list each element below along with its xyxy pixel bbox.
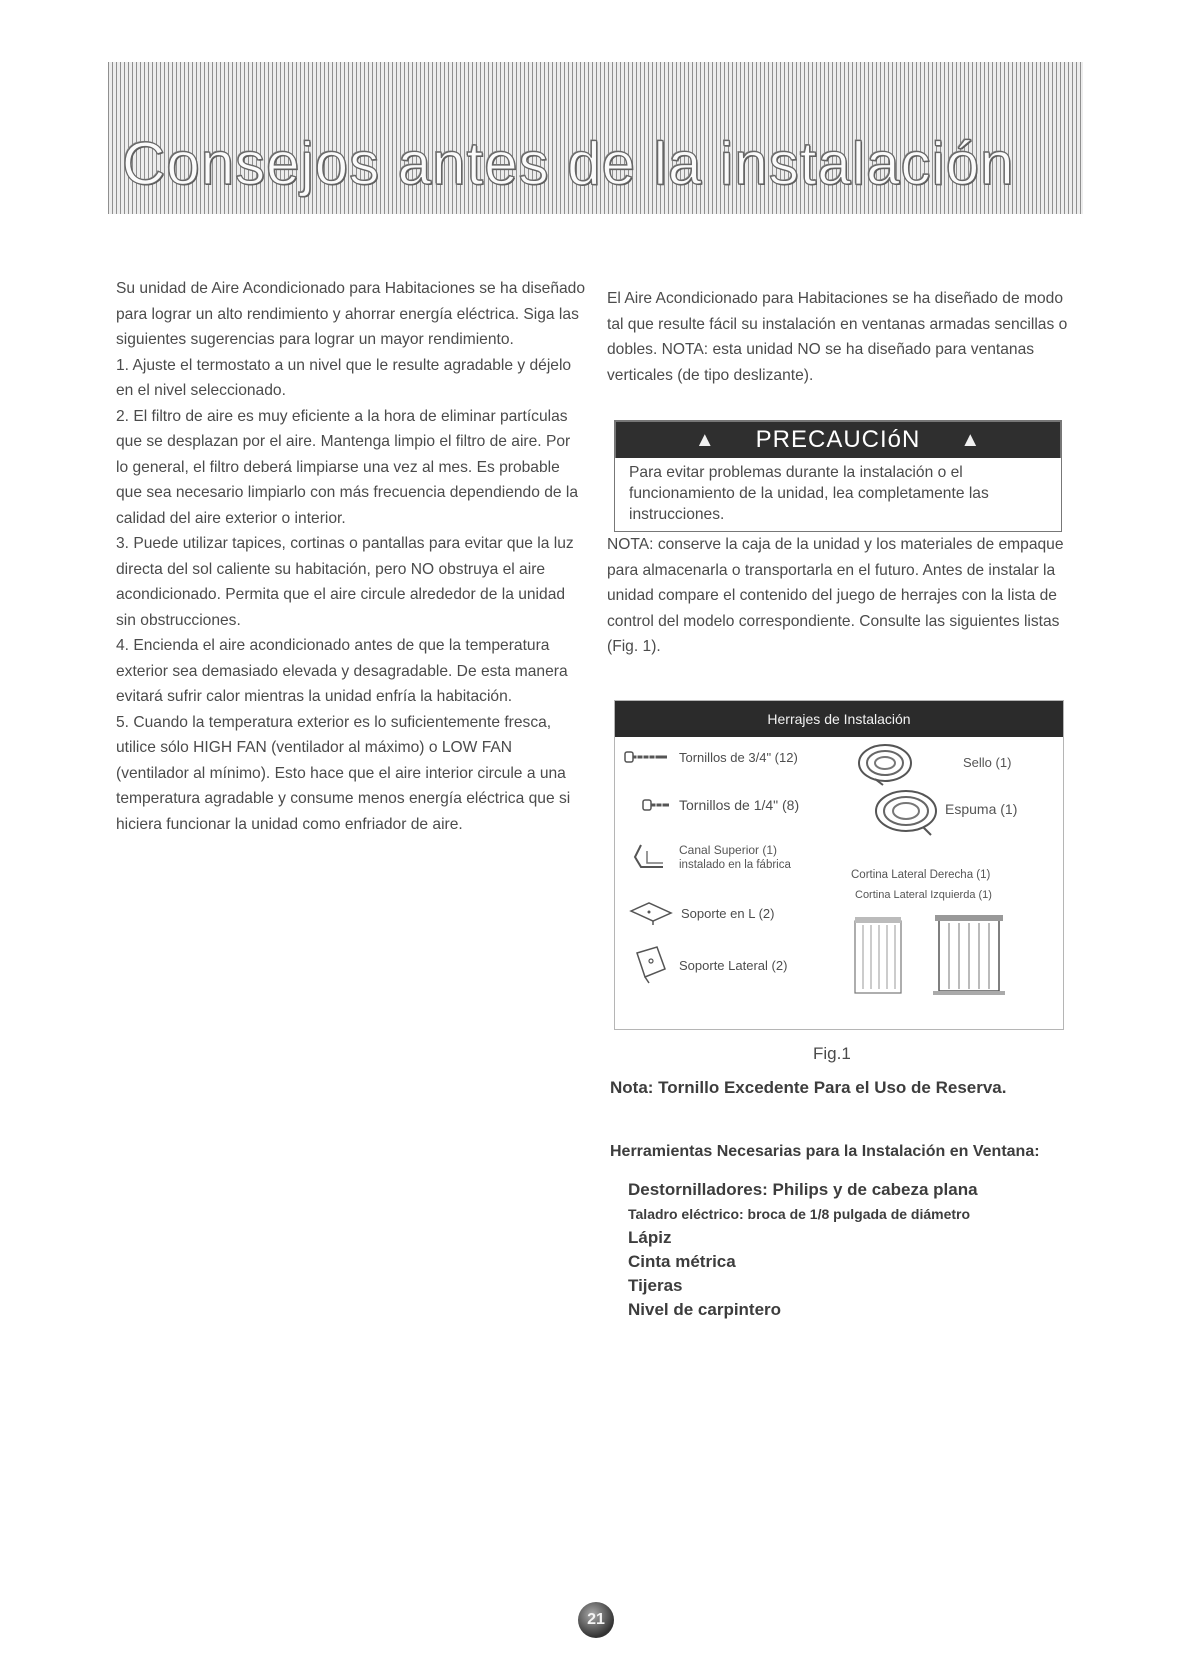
warning-icon: ▲: [960, 428, 982, 451]
intro-paragraph: Su unidad de Aire Acondicionado para Habitaciones se ha diseñado para lograr un alto rendimiento y ahorrar energía eléctrica. Siga las siguientes sugerencias para lograr un mayor rendimiento.: [116, 280, 586, 348]
tools-list: [628, 1178, 978, 1322]
l-bracket-item: [629, 899, 774, 927]
tip-1: 1. Ajuste el termostato a un nivel que le resulte agradable y déjelo en el nivel seleccionado.: [116, 356, 572, 399]
page-title: Consejos antes de la instalación: [122, 130, 1015, 197]
seal-label: Sello (1): [963, 755, 1012, 770]
side-bracket-label: Soporte Lateral (2): [679, 957, 788, 973]
right-column: [607, 286, 1077, 388]
curtain-panel-icon: [851, 915, 907, 997]
factory-installed-label: instalado en la fábrica: [679, 859, 791, 871]
tip-3: 3. Puede utilizar tapices, cortinas o pantallas para evitar que la luz directa del sol caliente su habitación, pero NO obstruya el aire acondicionado. Permita que el aire circule alrededor de la unidad sin obstrucciones.: [116, 535, 574, 629]
header-banner: [108, 62, 1083, 214]
tool-item: Cinta métrica: [628, 1252, 736, 1271]
tool-item: Taladro eléctrico: broca de 1/8 pulgada de diámetro: [628, 1206, 971, 1222]
installation-intro: El Aire Acondicionado para Habitaciones se ha diseñado de modo tal que resulte fácil su instalación en ventanas armadas sencillas o dobles. NOTA: esta unidad NO se ha diseñado para ventanas verticales (de tipo deslizante).: [607, 290, 1068, 384]
tip-5: 5. Cuando la temperatura exterior es lo suficientemente fresca, utilice sólo HIGH FAN (ventilador al máximo) o LOW FAN (ventilador al mínimo). Esto hace que el aire interior circule a una temperatura agradable y consume menos energía eléctrica que si hiciera funcionar la unidad como enfriador de aire.: [116, 713, 571, 833]
left-column: [116, 276, 586, 837]
screws-14-item: [641, 797, 799, 813]
figure-heading: Herrajes de Instalación: [615, 701, 1063, 737]
l-bracket-icon: [629, 899, 673, 927]
caution-text: Para evitar problemas durante la instalación o el funcionamiento de la unidad, lea completamente las instrucciones.: [614, 458, 1062, 532]
figure-caption: Fig.1: [813, 1044, 851, 1063]
note-paragraph: NOTA: conserve la caja de la unidad y los materiales de empaque para almacenarla o transportarla en el futuro. Antes de instalar la unidad compare el contenido del juego de herrajes con la lista de control del modelo correspondiente. Consulte las siguientes listas (Fig. 1).: [607, 536, 1064, 655]
tool-item: Lápiz: [628, 1228, 672, 1247]
l-bracket-label: Soporte en L (2): [681, 905, 775, 921]
curtain-panel-icon: [929, 911, 1013, 999]
caution-title: PRECAUCIóN: [755, 426, 921, 453]
top-channel-label: Canal Superior (1): [679, 843, 778, 857]
tools-heading: Herramientas Necesarias para la Instalación en Ventana:: [610, 1143, 1040, 1160]
warning-icon: ▲: [694, 428, 716, 451]
tip-4: 4. Encienda el aire acondicionado antes de que la temperatura exterior sea demasiado elevada y desagradable. De esta manera evitará sufrir calor mientras la unidad enfría la habitación.: [116, 637, 568, 705]
tool-item: Nivel de carpintero: [628, 1300, 782, 1319]
caution-box: [614, 420, 1062, 532]
screws-14-label: Tornillos de 1/4" (8): [679, 797, 800, 813]
side-bracket-item: [631, 945, 787, 985]
screws-34-label: Tornillos de 3/4" (12): [679, 749, 798, 765]
tool-item: Tijeras: [628, 1276, 683, 1295]
screws-34-item: [623, 749, 798, 765]
seal-coil-icon: [855, 741, 915, 789]
right-curtain-label: Cortina Lateral Derecha (1): [851, 869, 991, 881]
note-block: [607, 532, 1077, 660]
foam-label: Espuma (1): [945, 801, 1018, 817]
side-bracket-icon: [631, 945, 671, 985]
screw-icon: [623, 749, 671, 765]
caution-header: [614, 420, 1062, 458]
foam-coil-icon: [871, 787, 941, 839]
left-curtain-label: Cortina Lateral Izquierda (1): [855, 889, 992, 901]
page-number: 21: [578, 1602, 614, 1638]
tip-2: 2. El filtro de aire es muy eficiente a la hora de eliminar partículas que se desplazan por el aire. Mantenga limpio el filtro de aire. Por lo general, el filtro deberá limpiarse una vez al mes. Es probable que sea necesario limpiarlo con más frecuencia dependiendo de la calidad del aire exterior o interior.: [116, 407, 579, 527]
top-channel-icon: [633, 841, 667, 871]
tool-item: Destornilladores: Philips y de cabeza plana: [628, 1180, 978, 1199]
reserve-screw-note: Nota: Tornillo Excedente Para el Uso de Reserva.: [610, 1078, 1007, 1097]
screw-icon: [641, 797, 671, 813]
hardware-figure: [614, 700, 1064, 1030]
